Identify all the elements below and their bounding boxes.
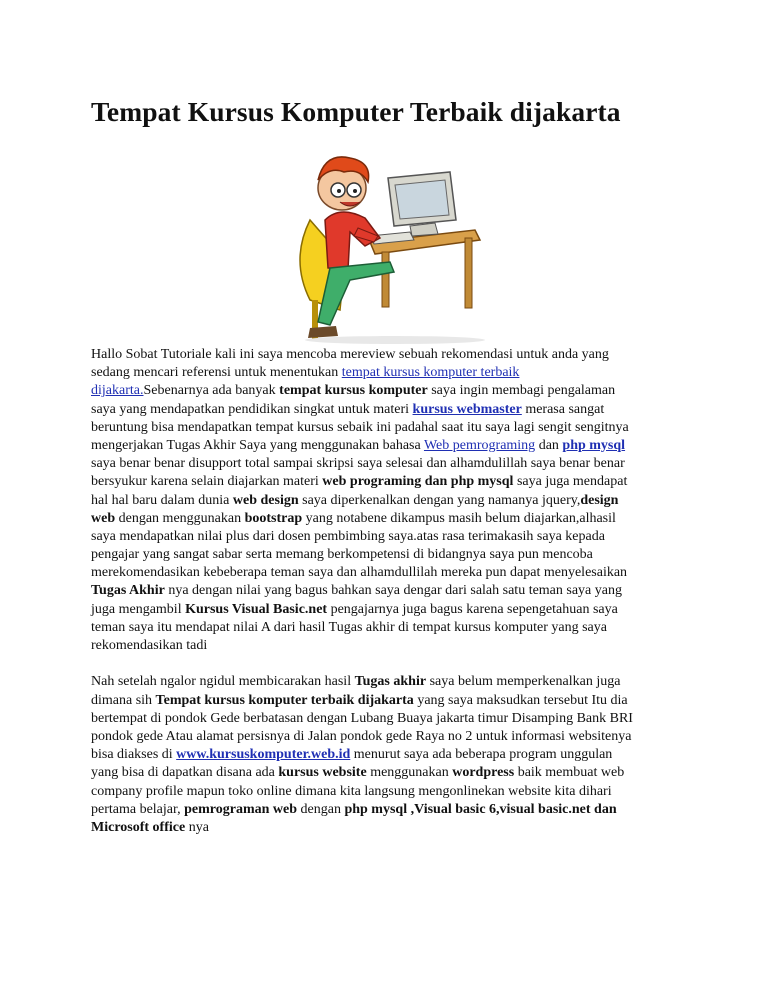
text: pengajar yang sangat sabar serta memang berkompetensi di bidangnya saya pun mencoba	[91, 547, 593, 563]
text: merekomendasikan kebeberapa teman saya dan alhamdullilah mereka pun dapat menyelesaikan	[91, 565, 628, 581]
paragraph-2	[91, 673, 691, 837]
text: dengan	[297, 801, 345, 817]
bold-text: Tempat kursus komputer terbaik dijakarta	[155, 692, 414, 708]
text: beruntung bisa mendapatkan tempat kursus sebaik ini padahal saat itu saya lagi sengit sengitnya	[91, 419, 629, 435]
text: menggunakan	[366, 765, 453, 781]
text: juga mengambil	[91, 601, 186, 617]
bold-text: web	[91, 510, 116, 526]
bold-text: design	[580, 492, 619, 508]
text: dan	[535, 437, 563, 453]
bold-text: wordpress	[452, 765, 515, 781]
bold-text: Tugas akhir	[354, 674, 427, 690]
link-dijakarta[interactable]: dijakarta.	[91, 383, 144, 399]
text: saya benar benar disupport total sampai skripsi saya selesai dan alhamdulillah saya benar benar	[91, 456, 625, 472]
text: pondok gede Atau alamat persisnya di Jalan pondok gede Raya no 2 untuk informasi websitenya	[91, 728, 632, 744]
text: hal hal baru dalam dunia	[91, 492, 233, 508]
link-kursuskomputer-website[interactable]	[176, 747, 350, 762]
text: bisa diakses di	[91, 747, 177, 763]
text: pertama belajar,	[91, 801, 185, 817]
text: rekomendasikan tadi	[91, 638, 208, 653]
student-at-computer-illustration	[270, 150, 490, 345]
page-title: Tempat Kursus Komputer Terbaik dijakarta	[91, 96, 621, 127]
bold-text: php mysql ,Visual basic 6,visual basic.net dan	[344, 801, 617, 817]
bold-text: tempat kursus komputer	[279, 383, 428, 399]
text: Hallo Sobat Tutoriale kali ini saya mencoba mereview sebuah rekomendasi untuk anda yang	[91, 347, 609, 362]
bold-text: bootstrap	[244, 510, 303, 526]
bold-text: kursus website	[278, 765, 367, 781]
text: nya	[185, 819, 209, 835]
text: yang bisa di dapatkan disana ada	[91, 765, 279, 781]
text: yang notabene dikampus masih belum diajarkan,alhasil	[302, 510, 616, 526]
text: nya dengan nilai yang bagus bahkan saya dengar dari salah satu teman saya yang	[164, 583, 622, 599]
text: Sebenarnya ada banyak	[143, 383, 280, 399]
paragraph-1	[91, 346, 691, 655]
link-kursus-webmaster[interactable]	[413, 402, 522, 417]
bold-text: web design	[232, 492, 299, 508]
bold-text: Tugas Akhir	[91, 583, 165, 599]
text: baik membuat web	[514, 765, 625, 781]
text: saya mendapatkan nilai plus dari dosen pembimbing saya.atas rasa terimakasih saya kepada	[91, 528, 605, 544]
link-web-pemrograming[interactable]: Web pemrograming	[423, 437, 536, 453]
link-php-mysql[interactable]	[562, 438, 625, 453]
text: saya juga mendapat	[513, 474, 628, 490]
text: bertempat di pondok Gede berbatasan dengan Lubang Buaya jakarta timur Disamping Bank BRI	[91, 710, 633, 726]
text: saya belum memperkenalkan juga	[426, 674, 621, 690]
article-body	[91, 346, 691, 837]
link-tempat-kursus-komputer-terbaik[interactable]: tempat kursus komputer terbaik	[341, 365, 520, 381]
text: bersyukur karena selain diajarkan materi	[91, 474, 323, 490]
bold-text: pemrograman web	[184, 801, 298, 817]
text: menurut saya ada beberapa program unggulan	[350, 747, 613, 763]
text: saya diperkenalkan dengan yang namanya jquery,	[298, 492, 581, 508]
text: teman saya itu mendapat nilai A dari hasil Tugas akhir di tempat kursus komputer yang saya	[91, 619, 607, 635]
text: saya ingin membagi pengalaman	[427, 383, 616, 399]
text: dimana sih	[91, 692, 156, 708]
text: yang saya maksudkan tersebut Itu dia	[413, 692, 628, 708]
link-label: php mysql	[562, 437, 626, 453]
link-label: www.kursuskomputer.web.id	[176, 747, 351, 763]
text: Nah setelah ngalor ngidul membicarakan hasil	[91, 674, 355, 690]
bold-text: Microsoft office	[91, 819, 186, 835]
text: sedang mencari referensi untuk menentukan	[91, 365, 342, 381]
link-label: kursus webmaster	[412, 401, 522, 417]
bold-text: web programing dan php mysql	[322, 474, 514, 490]
text: company profile mapun toko online dimana kita langsung mengonlinekan website kita dihari	[91, 783, 612, 799]
text: dengan menggunakan	[115, 510, 245, 526]
bold-text: Kursus Visual Basic.net	[185, 601, 328, 617]
text: pengajarnya juga bagus karena sepengetahuan saya	[327, 601, 618, 617]
text: saya yang mendapatkan pendidikan singkat untuk materi	[91, 401, 413, 417]
text: mengerjakan Tugas Akhir Saya yang menggunakan bahasa	[91, 437, 424, 453]
text: merasa sangat	[521, 401, 605, 417]
